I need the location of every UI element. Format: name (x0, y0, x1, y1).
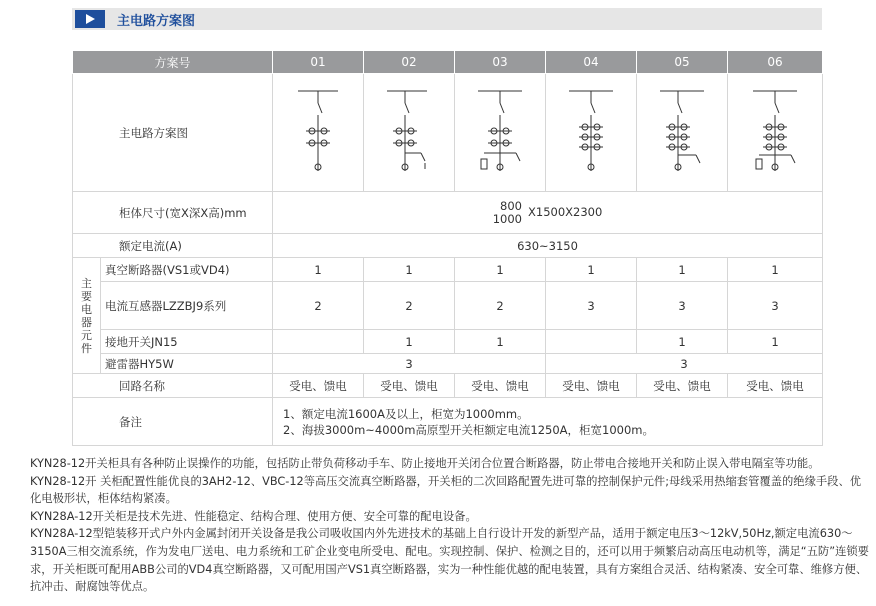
note-value (273, 398, 823, 446)
note-row (73, 398, 823, 446)
table-cell: 受电、馈电 (637, 374, 728, 398)
arrester-value-a: 3 (273, 354, 546, 374)
circuit-row (73, 374, 823, 398)
earthing-switch-label: 接地开关JN15 (101, 330, 273, 354)
diagram-row (73, 74, 823, 192)
dimension-row (73, 192, 823, 234)
description-paragraph: KYN28-12开关柜具有各种防止误操作的功能，包括防止带负荷移动手车、防止接地开关闭合位置合断路器，防止带电合接地开关和防止误入带电隔室等功能。 (30, 457, 820, 470)
dimension-width-1: 800 (500, 198, 522, 213)
circuit-diagram-04 (546, 74, 637, 192)
table-cell: 受电、馈电 (364, 374, 455, 398)
table-cell: 受电、馈电 (273, 374, 364, 398)
scheme-number-header: 方案号 (73, 51, 273, 74)
arrester-label: 避雷器HY5W (101, 354, 273, 374)
table-cell: 1 (455, 330, 546, 354)
table-cell: 1 (364, 330, 455, 354)
dimension-label: 柜体尺寸(宽X深X高)mm (73, 192, 273, 234)
circuit-diagram-03 (455, 74, 546, 192)
table-cell (273, 330, 364, 354)
arrester-value-b: 3 (546, 354, 823, 374)
table-cell: 受电、馈电 (455, 374, 546, 398)
table-cell: 3 (637, 282, 728, 330)
table-cell: 受电、馈电 (546, 374, 637, 398)
table-cell: 1 (546, 258, 637, 282)
circuit-diagram-icon (561, 83, 621, 183)
product-description (30, 455, 870, 596)
section-header (72, 8, 822, 30)
table-cell: 2 (364, 282, 455, 330)
table-cell (546, 330, 637, 354)
circuit-diagram-06 (728, 74, 823, 192)
diagram-row-label: 主电路方案图 (73, 74, 273, 192)
table-row (73, 258, 823, 282)
circuit-diagram-icon (470, 83, 530, 183)
scheme-06-header: 06 (728, 51, 823, 74)
circuit-diagram-05 (637, 74, 728, 192)
note-line-1: 1、额定电流1600A及以上，柜宽为1000mm。 (283, 406, 529, 421)
ct-label: 电流互感器LZZBJ9系列 (101, 282, 273, 330)
circuit-diagram-icon (652, 83, 712, 183)
table-row (73, 330, 823, 354)
circuit-diagram-02 (364, 74, 455, 192)
dimension-width-2: 1000 (492, 211, 522, 226)
table-cell: 2 (273, 282, 364, 330)
table-cell: 受电、馈电 (728, 374, 823, 398)
table-cell: 1 (728, 258, 823, 282)
note-label: 备注 (73, 398, 273, 446)
description-paragraph: KYN28A-12型铠装移开式户外内金属封闭开关设备是我公司吸收国内外先进技术的基础上自行设计开发的新型产品，适用于额定电压3～12kV,50Hz,额定电流630～3150A三相交流系统，作为发电厂送电、电力系统和工矿企业变电所受电、配电。实现控制、保护、检测之目的，还可以用于频繁启动高压电动机等，满足“五防”连锁要求，开关柜既可配用ABB公司的VD4真空断路器，又可配用国产VS1真空断路器，实为一种性能优越的配电装置，具有方案组合灵活、结构紧凑、安全可靠、维修方便、抗冲击、耐腐蚀等优点。 (30, 527, 869, 594)
scheme-table (72, 50, 823, 446)
table-cell: 1 (637, 330, 728, 354)
scheme-05-header: 05 (637, 51, 728, 74)
breaker-label: 真空断路器(VS1或VD4) (101, 258, 273, 282)
scheme-01-header: 01 (273, 51, 364, 74)
scheme-03-header: 03 (455, 51, 546, 74)
scheme-04-header: 04 (546, 51, 637, 74)
table-cell: 1 (455, 258, 546, 282)
table-cell: 1 (637, 258, 728, 282)
play-arrow-icon (75, 10, 105, 28)
circuit-diagram-icon (379, 83, 439, 183)
scheme-02-header: 02 (364, 51, 455, 74)
description-paragraph: KYN28-12开 关柜配置性能优良的3AH2-12、VBC-12等高压交流真空断路器，开关柜的二次回路配置先进可靠的控制保护元件;母线采用热缩套管覆盖的绝缘手段、优化电极形状，柜体结构紧凑。 (30, 474, 862, 506)
note-line-2: 2、海拔3000m~4000m高原型开关柜额定电流1250A，柜宽1000m。 (283, 422, 655, 437)
table-cell: 3 (728, 282, 823, 330)
circuit-diagram-01 (273, 74, 364, 192)
current-label: 额定电流(A) (73, 234, 273, 258)
current-value: 630~3150 (273, 234, 823, 258)
dimension-value (273, 192, 823, 234)
table-cell: 3 (546, 282, 637, 330)
table-cell: 1 (273, 258, 364, 282)
dimension-rest: X1500X2300 (528, 205, 603, 219)
current-row (73, 234, 823, 258)
table-row (73, 354, 823, 374)
table-row (73, 282, 823, 330)
table-cell: 1 (728, 330, 823, 354)
circuit-diagram-icon (745, 83, 805, 183)
table-header-row (73, 51, 823, 74)
section-title: 主电路方案图 (117, 13, 196, 29)
description-paragraph: KYN28A-12开关柜是技术先进、性能稳定、结构合理、使用方便、安全可靠的配电设备。 (30, 509, 477, 523)
table-cell: 1 (364, 258, 455, 282)
circuit-diagram-icon (288, 83, 348, 183)
table-cell: 2 (455, 282, 546, 330)
component-group-label: 主要电器元件 (73, 258, 101, 374)
circuit-label: 回路名称 (73, 374, 273, 398)
